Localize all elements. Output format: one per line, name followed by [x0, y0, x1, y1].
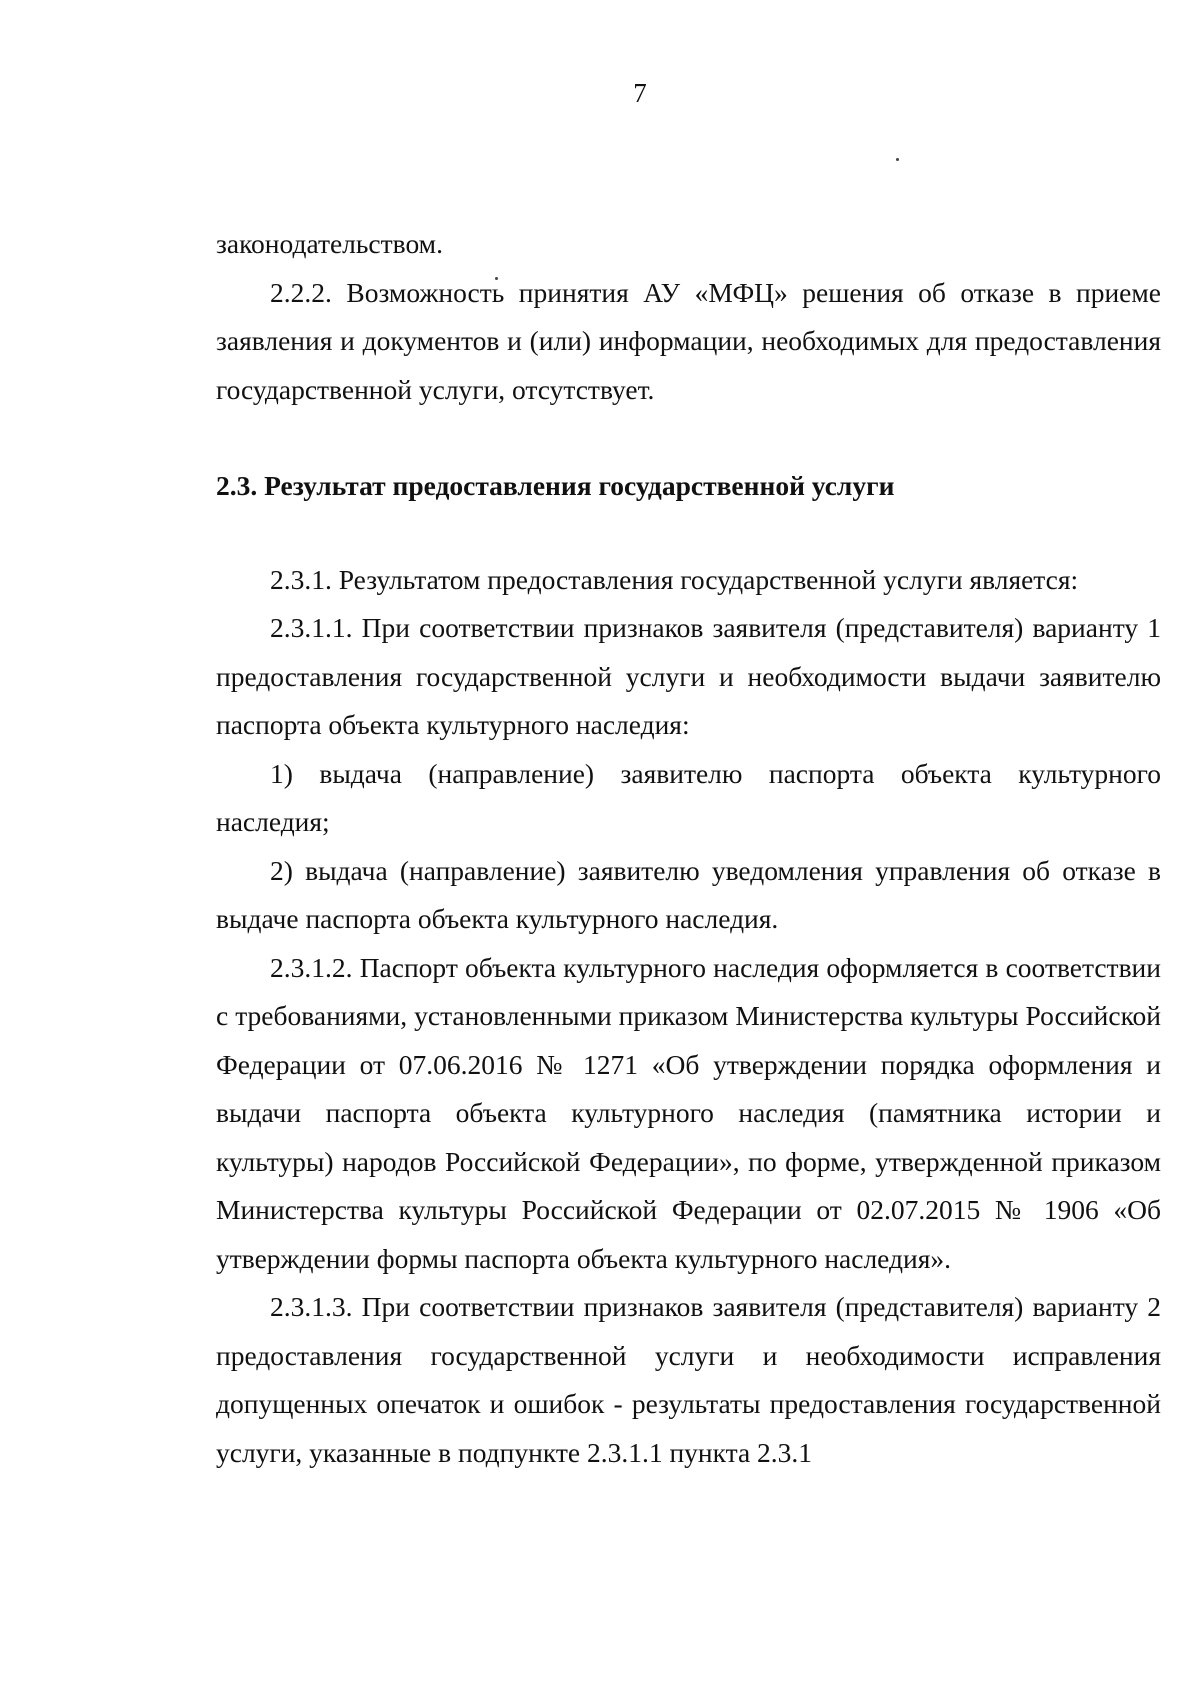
paragraph: 2.3.1.3. При соответствии признаков заявителя (представителя) варианту 2 предоставления государственной услуги и необходимости исправления допущенных опечаток и ошибок - результаты предоставления государственной услуги, указанные в подпункте 2.3.1.1 пункта 2.3.1: [216, 1291, 1161, 1468]
scan-speck: [896, 158, 899, 161]
paragraph: 2.2.2. Возможность принятия АУ «МФЦ» решения об отказе в приеме заявления и документов и (или) информации, необходимых для предоставления государственной услуги, отсутствует.: [216, 276, 1161, 405]
section-heading: 2.3. Результат предоставления государственной услуги: [216, 470, 895, 501]
spacer: [216, 414, 1161, 462]
document-body: [216, 220, 1161, 1477]
paragraph: 2.3.1.2. Паспорт объекта культурного наследия оформляется в соответствии с требованиями, установленными приказом Министерства культуры Российской Федерации от 07.06.2016 № 1271 «Об утверждении порядка оформления и выдачи паспорта объекта культурного наследия (памятника истории и культуры) народов Российской Федерации», по форме, утвержденной приказом Министерства культуры Российской Федерации от 02.07.2015 № 1906 «Об утверждении формы паспорта объекта культурного наследия».: [216, 951, 1161, 1274]
paragraph: 2.3.1. Результатом предоставления государственной услуги является:: [270, 563, 1079, 595]
page-number: 7: [633, 78, 647, 108]
paragraph: 2.3.1.1. При соответствии признаков заявителя (представителя) варианту 1 предоставления государственной услуги и необходимости выдачи заявителю паспорта объекта культурного наследия:: [216, 612, 1161, 740]
paragraph: законодательством.: [216, 228, 443, 259]
list-item: 2) выдача (направление) заявителю уведомления управления об отказе в выдаче паспорта объекта культурного наследия.: [216, 854, 1161, 934]
list-item: 1) выдача (направление) заявителю паспорта объекта культурного наследия;: [216, 757, 1161, 837]
spacer: [216, 511, 1161, 556]
